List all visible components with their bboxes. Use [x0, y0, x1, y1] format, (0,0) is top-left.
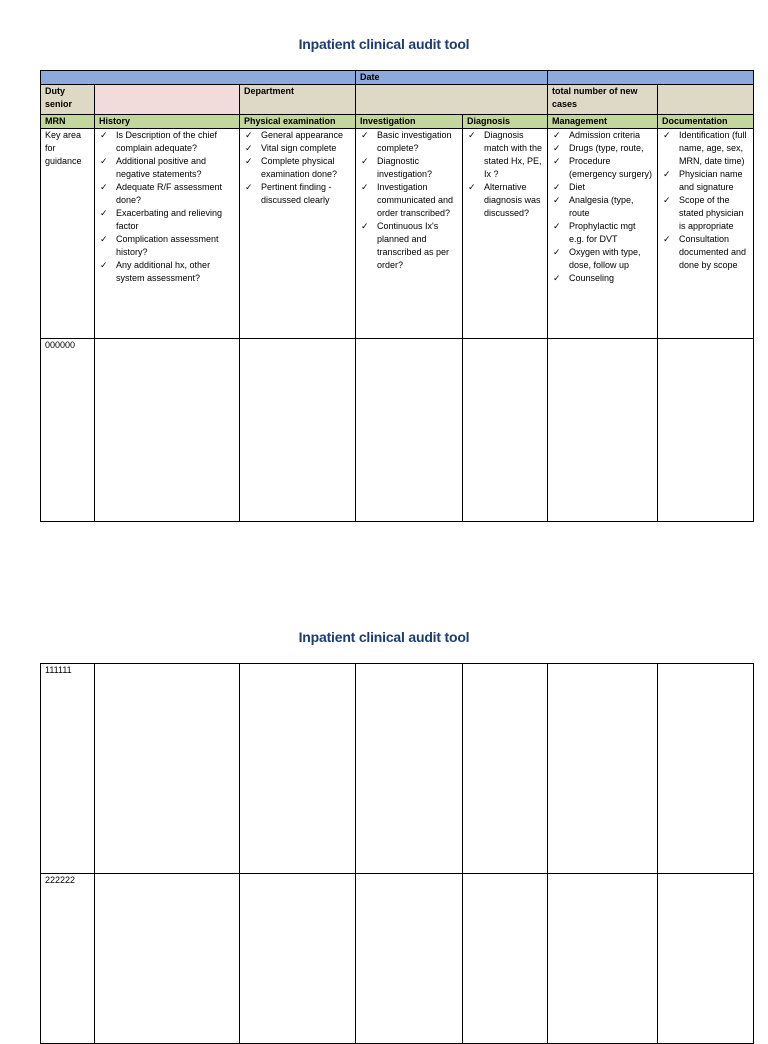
management-checklist — [552, 129, 653, 285]
checklist-item — [467, 181, 543, 220]
investigation-checklist — [360, 129, 458, 272]
record-investigation-cell[interactable] — [356, 664, 463, 874]
checklist-item-text: Consultation documented and done by scope — [679, 234, 747, 270]
checklist-item — [99, 181, 235, 207]
checklist-item-text: Prophylactic mgt e.g. for DVT — [569, 221, 636, 244]
checklist-item — [99, 155, 235, 181]
checklist-item-text: Basic investigation complete? — [377, 130, 452, 153]
check-mark-icon: ✓ — [553, 182, 561, 192]
senior-department-row — [41, 85, 754, 115]
checklist-item-text: Any additional hx, other system assessment? — [116, 260, 211, 283]
checklist-item — [662, 194, 749, 233]
guidance-history-cell — [95, 129, 240, 339]
checklist-item-text: Scope of the stated physician is appropriate — [679, 195, 744, 231]
check-mark-icon: ✓ — [553, 221, 561, 231]
checklist-item — [467, 129, 543, 181]
record-physical-examination-cell[interactable] — [240, 874, 356, 1044]
check-mark-icon: ✓ — [663, 169, 671, 179]
column-header-mrn: MRN — [41, 115, 95, 129]
check-mark-icon: ✓ — [468, 130, 476, 140]
check-mark-icon: ✓ — [100, 156, 108, 166]
checklist-item — [662, 233, 749, 272]
record-diagnosis-cell[interactable] — [463, 664, 548, 874]
check-mark-icon: ✓ — [553, 130, 561, 140]
diagnosis-checklist — [467, 129, 543, 220]
checklist-item — [360, 155, 458, 181]
column-header-row — [41, 115, 754, 129]
check-mark-icon: ✓ — [245, 143, 253, 153]
checklist-item-text: Is Description of the chief complain adequate? — [116, 130, 218, 153]
page-title-2: Inpatient clinical audit tool — [298, 629, 470, 645]
record-row — [41, 664, 754, 874]
record-documentation-cell[interactable] — [658, 874, 754, 1044]
checklist-item-text: Vital sign complete — [261, 143, 337, 153]
checklist-item — [360, 181, 458, 220]
check-mark-icon: ✓ — [553, 195, 561, 205]
checklist-item-text: Diagnosis match with the stated Hx, PE, Ix ? — [484, 130, 543, 179]
date-blank-cell[interactable] — [41, 71, 356, 85]
checklist-item-text: Alternative diagnosis was discussed? — [484, 182, 541, 218]
record-management-cell[interactable] — [548, 874, 658, 1044]
checklist-item-text: Additional positive and negative statements? — [116, 156, 207, 179]
checklist-item-text: Analgesia (type, route — [569, 195, 634, 218]
check-mark-icon: ✓ — [468, 182, 476, 192]
check-mark-icon: ✓ — [100, 182, 108, 192]
checklist-item — [552, 181, 653, 194]
checklist-item-text: Identification (full name, age, sex, MRN, date time) — [679, 130, 747, 166]
checklist-item — [552, 194, 653, 220]
record-management-cell[interactable] — [548, 339, 658, 522]
checklist-item-text: Counseling — [569, 273, 615, 283]
check-mark-icon: ✓ — [100, 208, 108, 218]
check-mark-icon: ✓ — [245, 156, 253, 166]
checklist-item-text: Diagnostic investigation? — [377, 156, 433, 179]
checklist-item — [99, 207, 235, 233]
column-header-physical-examination: Physical examination — [240, 115, 356, 129]
record-diagnosis-cell[interactable] — [463, 339, 548, 522]
checklist-item — [552, 155, 653, 181]
check-mark-icon: ✓ — [361, 156, 369, 166]
date-label: Date — [356, 71, 548, 85]
check-mark-icon: ✓ — [553, 143, 561, 153]
check-mark-icon: ✓ — [361, 221, 369, 231]
record-investigation-cell[interactable] — [356, 874, 463, 1044]
checklist-item — [99, 129, 235, 155]
record-history-cell[interactable] — [95, 664, 240, 874]
checklist-item-text: Continuous Ix's planned and transcribed as per order? — [377, 221, 450, 270]
record-investigation-cell[interactable] — [356, 339, 463, 522]
guidance-management-cell — [548, 129, 658, 339]
checklist-item — [552, 129, 653, 142]
checklist-item-text: General appearance — [261, 130, 344, 140]
duty-senior-label: Duty senior — [41, 85, 95, 115]
checklist-item-text: Exacerbating and relieving factor — [116, 208, 223, 231]
record-row — [41, 339, 754, 522]
record-physical-examination-cell[interactable] — [240, 339, 356, 522]
record-physical-examination-cell[interactable] — [240, 664, 356, 874]
record-mrn: 111111 — [41, 664, 95, 874]
check-mark-icon: ✓ — [245, 130, 253, 140]
checklist-item-text: Investigation communicated and order transcribed? — [377, 182, 454, 218]
record-management-cell[interactable] — [548, 664, 658, 874]
check-mark-icon: ✓ — [553, 247, 561, 257]
column-header-documentation: Documentation — [658, 115, 754, 129]
checklist-item-text: Drugs (type, route, — [569, 143, 644, 153]
guidance-investigation-cell — [356, 129, 463, 339]
record-mrn: 222222 — [41, 874, 95, 1044]
record-history-cell[interactable] — [95, 339, 240, 522]
checklist-item — [552, 246, 653, 272]
check-mark-icon: ✓ — [553, 156, 561, 166]
audit-table — [40, 70, 754, 522]
checklist-item-text: Procedure (emergency surgery) — [569, 156, 653, 179]
column-header-investigation: Investigation — [356, 115, 463, 129]
checklist-item-text: Physician name and signature — [679, 169, 743, 192]
checklist-item — [244, 129, 351, 142]
check-mark-icon: ✓ — [361, 182, 369, 192]
column-header-management: Management — [548, 115, 658, 129]
checklist-item-text: Admission criteria — [569, 130, 641, 140]
guidance-label: Key area for guidance — [41, 129, 95, 339]
guidance-row — [41, 129, 754, 339]
checklist-item-text: Complication assessment history? — [116, 234, 219, 257]
record-history-cell[interactable] — [95, 874, 240, 1044]
check-mark-icon: ✓ — [553, 273, 561, 283]
record-mrn: 000000 — [41, 339, 95, 522]
physical-examination-checklist — [244, 129, 351, 207]
checklist-item — [662, 168, 749, 194]
page-title: Inpatient clinical audit tool — [298, 36, 470, 52]
check-mark-icon: ✓ — [663, 195, 671, 205]
documentation-checklist — [662, 129, 749, 272]
column-header-history: History — [95, 115, 240, 129]
guidance-physical-examination-cell — [240, 129, 356, 339]
check-mark-icon: ✓ — [663, 234, 671, 244]
checklist-item — [244, 142, 351, 155]
guidance-documentation-cell — [658, 129, 754, 339]
check-mark-icon: ✓ — [245, 182, 253, 192]
check-mark-icon: ✓ — [663, 130, 671, 140]
date-row — [41, 71, 754, 85]
checklist-item-text: Diet — [569, 182, 586, 192]
record-diagnosis-cell[interactable] — [463, 874, 548, 1044]
department-label: Department — [240, 85, 356, 115]
checklist-item — [244, 181, 351, 207]
checklist-item-text: Pertinent finding - discussed clearly — [261, 182, 332, 205]
checklist-item — [99, 259, 235, 285]
checklist-item — [552, 220, 653, 246]
record-documentation-cell[interactable] — [658, 664, 754, 874]
department-value-cell[interactable] — [356, 85, 548, 115]
checklist-item — [244, 155, 351, 181]
duty-senior-value-cell[interactable] — [95, 85, 240, 115]
checklist-item — [552, 272, 653, 285]
checklist-item — [360, 129, 458, 155]
total-new-cases-label: total number of new cases — [548, 85, 658, 115]
checklist-item-text: Adequate R/F assessment done? — [116, 182, 223, 205]
checklist-item-text: Oxygen with type, dose, follow up — [569, 247, 641, 270]
guidance-diagnosis-cell — [463, 129, 548, 339]
history-checklist — [99, 129, 235, 285]
check-mark-icon: ✓ — [100, 130, 108, 140]
checklist-item — [552, 142, 653, 155]
record-row — [41, 874, 754, 1044]
total-new-cases-value-cell[interactable] — [658, 85, 754, 115]
check-mark-icon: ✓ — [100, 234, 108, 244]
record-documentation-cell[interactable] — [658, 339, 754, 522]
checklist-item — [662, 129, 749, 168]
date-value-cell[interactable] — [548, 71, 754, 85]
checklist-item — [360, 220, 458, 272]
checklist-item — [99, 233, 235, 259]
check-mark-icon: ✓ — [100, 260, 108, 270]
checklist-item-text: Complete physical examination done? — [261, 156, 338, 179]
audit-table-2 — [40, 663, 754, 1044]
check-mark-icon: ✓ — [361, 130, 369, 140]
column-header-diagnosis: Diagnosis — [463, 115, 548, 129]
